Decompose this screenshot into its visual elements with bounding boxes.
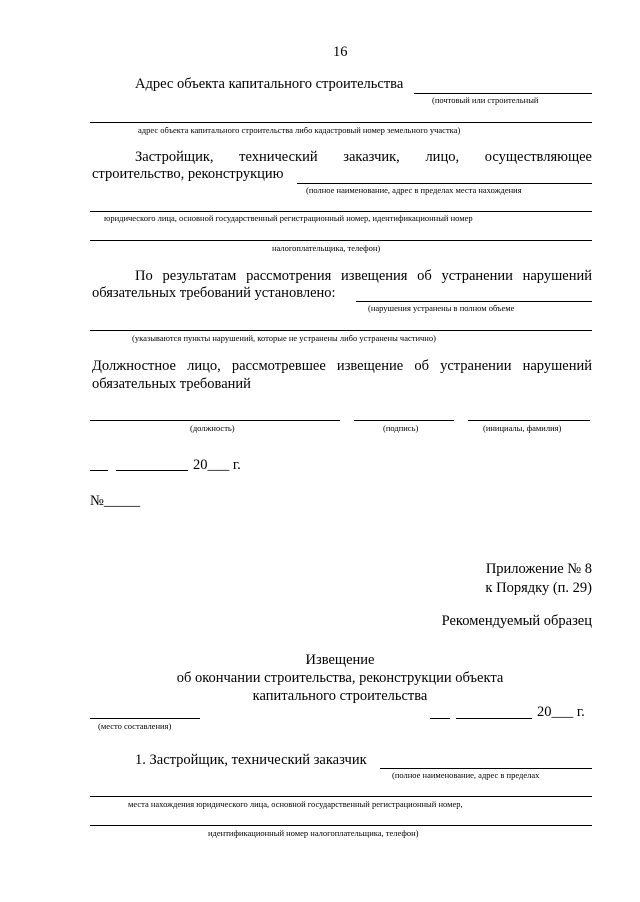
developer-line-1: Застройщик, технический заказчик, лицо, осуществляющее (135, 149, 592, 165)
developer-hint-3: налогоплательщика, телефон) (272, 243, 381, 253)
date-day-line (90, 470, 108, 471)
developer-line-2-rule (90, 211, 592, 212)
official-line-2: обязательных требований (92, 376, 251, 392)
result-line-1: По результатам рассмотрения извещения об устранении нарушений (135, 268, 592, 284)
item1-line (380, 768, 592, 769)
date-month-line (116, 470, 188, 471)
item1-label: 1. Застройщик, технический заказчик (135, 752, 367, 768)
appendix-ref: к Порядку (п. 29) (485, 580, 592, 596)
address-line-2 (90, 122, 592, 123)
number-label: №_____ (90, 493, 141, 509)
address-line (414, 93, 592, 94)
item1-hint-3: идентификационный номер налогоплательщика, телефон) (208, 828, 419, 838)
name-hint: (инициалы, фамилия) (483, 423, 562, 433)
developer-line (297, 183, 592, 184)
place-line (90, 718, 200, 719)
item1-hint: (полное наименование, адрес в пределах (392, 770, 540, 780)
result-hint-2: (указываются пункты нарушений, которые не устранены либо устранены частично) (132, 333, 436, 343)
result-line-2: обязательных требований установлено: (92, 285, 336, 301)
notice-heading-1: Извещение (305, 652, 375, 668)
item1-line-3 (90, 825, 592, 826)
signature-line (354, 420, 454, 421)
notice-date-text: 20___ г. (537, 704, 585, 720)
developer-line-2: строительство, реконструкцию (92, 166, 284, 182)
result-hint: (нарушения устранены в полном объеме (368, 303, 515, 313)
address-hint-2: адрес объекта капитального строительства либо кадастровый номер земельного участка) (138, 125, 461, 135)
appendix-title: Приложение № 8 (485, 561, 592, 577)
position-line (90, 420, 340, 421)
result-line-2-rule (90, 330, 592, 331)
address-hint: (почтовый или строительный (432, 95, 539, 105)
result-line (356, 301, 592, 302)
address-label: Адрес объекта капитального строительства (135, 76, 404, 92)
appendix-sample: Рекомендуемый образец (441, 613, 592, 629)
notice-date-month-line (456, 718, 532, 719)
notice-heading-2: об окончании строительства, реконструкции объекта (176, 670, 504, 686)
notice-heading-3: капитального строительства (252, 688, 428, 704)
page-number: 16 (333, 44, 348, 60)
item1-line-2 (90, 796, 592, 797)
name-line (468, 420, 590, 421)
position-hint: (должность) (190, 423, 235, 433)
place-hint: (место составления) (98, 721, 172, 731)
item1-hint-2: места нахождения юридического лица, основной государственный регистрационный номер, (128, 799, 463, 809)
official-line-1: Должностное лицо, рассмотревшее извещение об устранении нарушений (92, 358, 592, 374)
notice-date-day-line (430, 718, 450, 719)
signature-hint: (подпись) (383, 423, 419, 433)
developer-line-3-rule (90, 240, 592, 241)
developer-hint-2: юридического лица, основной государственный регистрационный номер, идентификационный номер (104, 213, 473, 223)
date-text: 20___ г. (193, 457, 241, 473)
developer-hint: (полное наименование, адрес в пределах места нахождения (306, 185, 522, 195)
